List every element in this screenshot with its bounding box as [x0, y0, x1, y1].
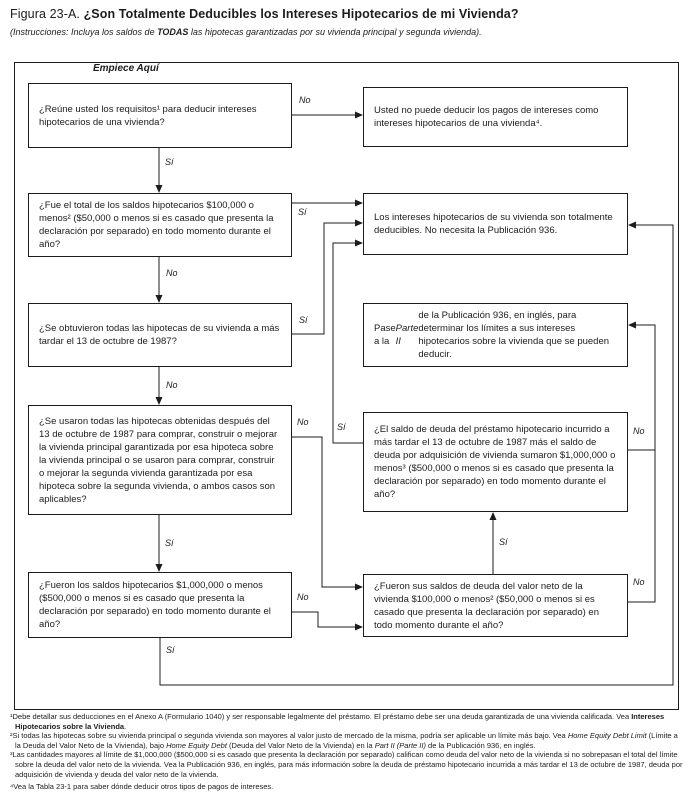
edge-label-d-si: Sí: [165, 538, 174, 548]
box-result-fully-deductible: Los intereses hipotecarios de su vivienda son totalmente deducibles. No necesita la Publicación 936.: [363, 193, 628, 255]
box-q-before-oct-1987: ¿Se obtuvieron todas las hipotecas de su vivienda a más tardar el 13 de octubre de 1987?: [28, 303, 292, 367]
footnote-4: ⁴Vea la Tabla 23-1 para saber dónde deducir otros tipos de pagos de intereses.: [10, 782, 274, 792]
edge-label-e-si: Sí: [166, 645, 175, 655]
box-q-grandfathered-plus-acquisition: ¿El saldo de deuda del préstamo hipotecario incurrido a más tardar el 13 de octubre de 1987 más el saldo de deuda por adquisición de vivienda sumaron $1,000,000 o menos³ ($500,000 o menos si es casado que presenta la declaración por separado) en todo momento durante el año?: [363, 412, 628, 512]
figure-instructions: (Instrucciones: Incluya los saldos de TODAS las hipotecas garantizadas por su vivienda principal y segunda vivienda).: [10, 27, 482, 37]
box-result-part2: Pase a la Parte II de la Publicación 936, en inglés, para determinar los límites a sus intereses hipotecarios sobre la vivienda que se pueden deducir.: [363, 303, 628, 367]
edge-label-b-no: No: [166, 268, 178, 278]
edge-label-b-si: Sí: [298, 207, 307, 217]
edge-label-c-no: No: [166, 380, 178, 390]
edge-label-a-si: Sí: [165, 157, 174, 167]
box-q-home-equity-100k: ¿Fueron sus saldos de deuda del valor neto de la vivienda $100,000 o menos² ($50,000 o menos si es casado que presenta la declaración por separado) en todo momento durante el año?: [363, 574, 628, 637]
box-q-used-buy-build-improve: ¿Se usaron todas las hipotecas obtenidas después del 13 de octubre de 1987 para comprar, construir o mejorar la vivienda principal garantizada por esa hipoteca sobre la vivienda principal o se usaron para comprar, construir o mejorar la segunda vivienda garantizada por esa hipoteca sobre la segunda vivienda, o ambos casos son aplicables?: [28, 405, 292, 515]
footnotes: [10, 712, 683, 792]
box-result-cannot-deduct: Usted no puede deducir los pagos de intereses como intereses hipotecarios de una vivienda⁴.: [363, 87, 628, 147]
edge-label-e2-si: Sí: [499, 537, 508, 547]
figure-title: Figura 23-A. ¿Son Totalmente Deducibles los Intereses Hipotecarios de mi Vivienda?: [10, 7, 519, 21]
start-here-label: Empiece Aquí: [93, 63, 159, 74]
box-q-balance-1m: ¿Fueron los saldos hipotecarios $1,000,000 o menos ($500,000 o menos si es casado que presenta la declaración por separado) en todo momento durante el año?: [28, 572, 292, 638]
edge-label-e2-no: No: [633, 577, 645, 587]
edge-label-c-si: Sí: [299, 315, 308, 325]
edge-label-d-no: No: [297, 417, 309, 427]
footnote-3: ³Las cantidades mayores al límite de $1,000,000 ($500,000 si es casado que presenta la declaración por separado) califican como deuda del valor neto de la vivienda si no sobrepasan el total del límite sobre la deuda del valor neto de la vivienda. Vea la Publicación 936, en inglés, para más información sobre la deuda de préstamo hipotecario incurrida a más tardar el 13 de octubre de 1987, deuda por adquisición de vivienda y deuda del valor neto de la vivienda.: [10, 750, 683, 779]
edge-label-e-no: No: [297, 592, 309, 602]
box-q-requirements: ¿Reúne usted los requisitos¹ para deducir intereses hipotecarios de una vivienda?: [28, 83, 292, 148]
footnote-1: ¹Debe detallar sus deducciones en el Anexo A (Formulario 1040) y ser responsable legalmente del préstamo. El préstamo debe ser una deuda garantizada de una vivienda calificada. Vea Intereses Hipotecarios sobre la Vivienda.: [10, 712, 665, 731]
footnote-2: ²Si todas las hipotecas sobre su vivienda principal o segunda vivienda son mayores al valor justo de mercado de la misma, podría ser aplicable un límite más bajo. Vea Home Equity Debt Limit (Límite a la Deuda del Valor Neto de la Vivienda), bajo Home Equity Debt (Deuda del Valor Neto de la Vivienda) en la Part II (Parte II) de la Publicación 936, en inglés.: [10, 731, 678, 750]
edge-label-r4-no: No: [633, 426, 645, 436]
edge-label-a-no: No: [299, 95, 311, 105]
box-q-balance-100k: ¿Fue el total de los saldos hipotecarios $100,000 o menos² ($50,000 o menos si es casado que presenta la declaración por separado) en todo momento durante el año?: [28, 193, 292, 257]
edge-label-r4-si: Sí: [337, 422, 346, 432]
